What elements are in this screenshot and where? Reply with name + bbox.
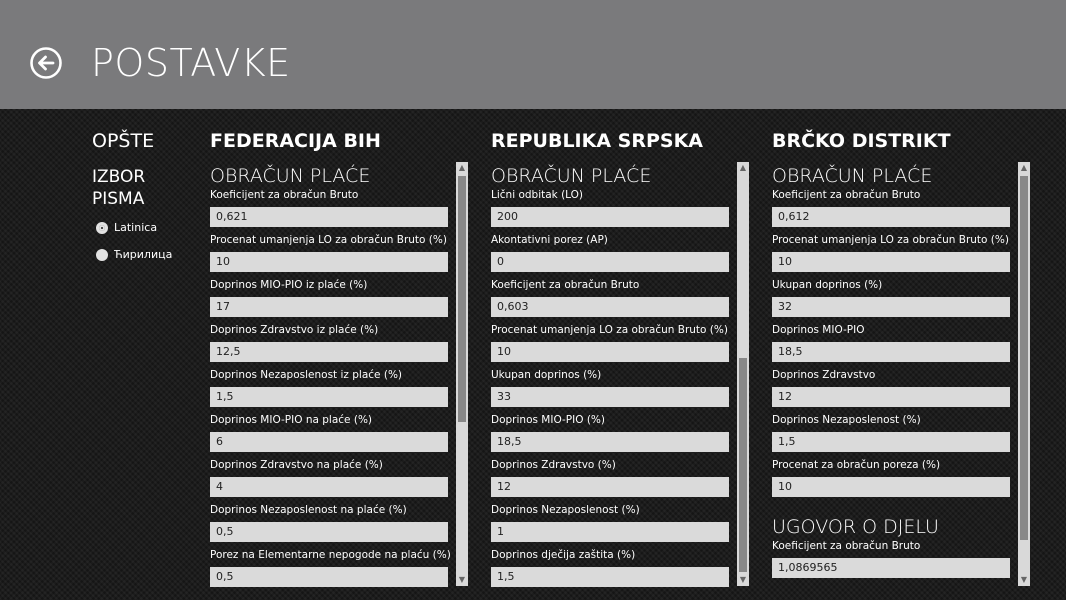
field-label: Koeficijent za obračun Bruto <box>491 279 640 291</box>
field-label: Lični odbitak (LO) <box>491 189 584 201</box>
settings-scroll-area[interactable] <box>210 164 470 600</box>
field-label: Akontativni porez (AP) <box>491 234 608 246</box>
page-title: POSTAVKE <box>91 41 291 85</box>
field-input[interactable] <box>491 432 729 452</box>
field-label: Doprinos MIO-PIO <box>772 324 865 336</box>
field-label: Procenat umanjenja LO za obračun Bruto (%) <box>210 234 447 246</box>
field-input[interactable] <box>491 207 729 227</box>
section-title: OBRAČUN PLAĆE <box>491 165 652 187</box>
region-column <box>210 128 490 600</box>
field-input[interactable] <box>210 477 448 497</box>
script-choice-heading: IZBOR PISMA <box>92 167 146 209</box>
field-input[interactable] <box>491 477 729 497</box>
field-input[interactable] <box>772 477 1010 497</box>
field-label: Procenat umanjenja LO za obračun Bruto (%) <box>491 324 728 336</box>
radio-latinica[interactable] <box>96 221 157 234</box>
field-label: Doprinos Zdravstvo (%) <box>491 459 616 471</box>
field-input[interactable] <box>210 387 448 407</box>
region-title: FEDERACIJA BIH <box>210 130 381 152</box>
settings-scroll-area[interactable] <box>491 164 751 600</box>
field-label: Doprinos Zdravstvo na plaće (%) <box>210 459 383 471</box>
field-input[interactable] <box>210 252 448 272</box>
field-label: Doprinos Nezaposlenost iz plaće (%) <box>210 369 403 381</box>
field-label: Doprinos dječija zaštita (%) <box>491 549 636 561</box>
region-title: REPUBLIKA SRPSKA <box>491 130 704 152</box>
field-input[interactable] <box>491 387 729 407</box>
scroll-thumb[interactable] <box>1020 176 1028 540</box>
field-input[interactable] <box>491 567 729 587</box>
field-input[interactable] <box>210 297 448 317</box>
radio-cyrillic[interactable] <box>96 248 172 261</box>
field-label: Ukupan doprinos (%) <box>772 279 883 291</box>
scroll-down-icon[interactable]: ▼ <box>458 575 466 584</box>
section-title: OBRAČUN PLAĆE <box>772 165 933 187</box>
region-column <box>491 128 771 600</box>
scroll-down-icon[interactable]: ▼ <box>739 575 747 584</box>
field-label: Doprinos Zdravstvo <box>772 369 876 381</box>
general-heading: OPŠTE <box>92 130 155 152</box>
field-label: Koeficijent za obračun Bruto <box>210 189 359 201</box>
field-input[interactable] <box>491 522 729 542</box>
field-label: Koeficijent za obračun Bruto <box>772 540 921 552</box>
field-input[interactable] <box>772 558 1010 578</box>
app-header <box>0 0 1066 109</box>
field-input[interactable] <box>491 252 729 272</box>
section-title: OBRAČUN PLAĆE <box>210 165 371 187</box>
field-label: Procenat za obračun poreza (%) <box>772 459 941 471</box>
field-input[interactable] <box>772 252 1010 272</box>
scroll-up-icon[interactable]: ▲ <box>739 163 747 172</box>
field-label: Ukupan doprinos (%) <box>491 369 602 381</box>
field-input[interactable] <box>210 567 448 587</box>
field-input[interactable] <box>491 342 729 362</box>
field-label: Porez na Elementarne nepogode na plaću (%) <box>210 549 451 561</box>
region-column <box>772 128 1052 600</box>
vertical-scrollbar[interactable] <box>456 162 468 586</box>
vertical-scrollbar[interactable] <box>737 162 749 586</box>
back-arrow-icon[interactable] <box>29 46 63 80</box>
field-input[interactable] <box>772 387 1010 407</box>
field-input[interactable] <box>210 522 448 542</box>
radio-unselected-icon <box>96 249 108 261</box>
field-label: Doprinos MIO-PIO iz plaće (%) <box>210 279 368 291</box>
scroll-thumb[interactable] <box>739 358 747 572</box>
field-input[interactable] <box>210 207 448 227</box>
general-settings-nav <box>92 128 192 261</box>
field-label: Procenat umanjenja LO za obračun Bruto (%) <box>772 234 1009 246</box>
settings-scroll-area[interactable] <box>772 164 1032 600</box>
field-label: Koeficijent za obračun Bruto <box>772 189 921 201</box>
field-input[interactable] <box>772 207 1010 227</box>
field-input[interactable] <box>210 342 448 362</box>
section-title: UGOVOR O DJELU <box>772 516 939 538</box>
field-input[interactable] <box>772 297 1010 317</box>
region-title: BRČKO DISTRIKT <box>772 130 951 152</box>
scroll-down-icon[interactable]: ▼ <box>1020 575 1028 584</box>
field-label: Doprinos Nezaposlenost (%) <box>491 504 640 516</box>
field-input[interactable] <box>772 342 1010 362</box>
scroll-up-icon[interactable]: ▲ <box>458 163 466 172</box>
radio-label-cyrillic: Ћирилица <box>114 248 173 261</box>
field-label: Doprinos Nezaposlenost (%) <box>772 414 921 426</box>
field-label: Doprinos MIO-PIO na plaće (%) <box>210 414 373 426</box>
field-label: Doprinos Zdravstvo iz plaće (%) <box>210 324 379 336</box>
field-input[interactable] <box>210 432 448 452</box>
field-label: Doprinos MIO-PIO (%) <box>491 414 605 426</box>
field-input[interactable] <box>772 432 1010 452</box>
scroll-up-icon[interactable]: ▲ <box>1020 163 1028 172</box>
scroll-thumb[interactable] <box>458 176 466 422</box>
radio-label-latinica: Latinica <box>114 221 158 234</box>
radio-selected-icon <box>96 222 108 234</box>
vertical-scrollbar[interactable] <box>1018 162 1030 586</box>
field-input[interactable] <box>491 297 729 317</box>
field-label: Doprinos Nezaposlenost na plaće (%) <box>210 504 407 516</box>
